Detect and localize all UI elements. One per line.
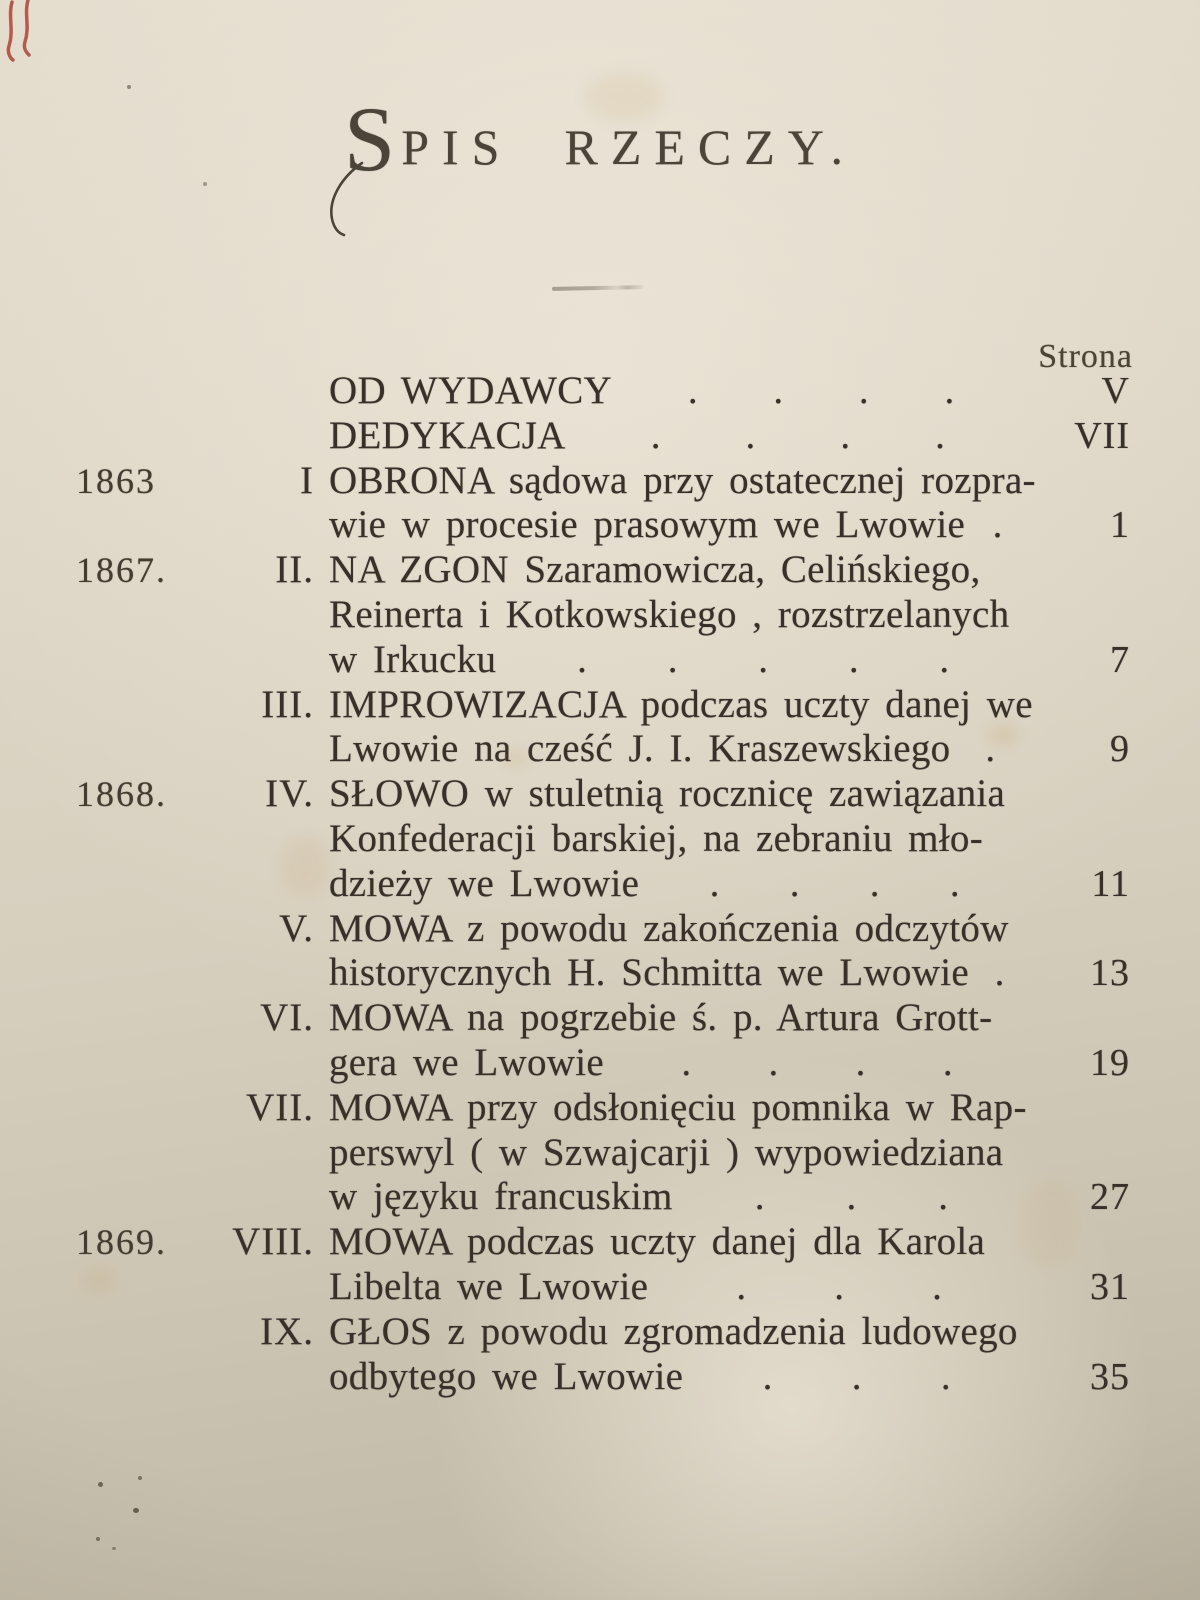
toc-row	[0, 1355, 1200, 1400]
leader-dot: .	[754, 1175, 765, 1219]
leader-dot: .	[577, 637, 587, 681]
leader-dot: .	[789, 861, 800, 905]
toc-row	[0, 1131, 1200, 1176]
leader-dot: .	[949, 861, 960, 905]
leader-dot: .	[848, 637, 859, 681]
toc-rows	[0, 369, 1200, 1399]
entry-text: Reinerta i Kotkowskiego , rozstrzelanych	[329, 592, 1010, 636]
toc-row	[0, 1041, 1200, 1086]
paper-stain	[280, 836, 330, 898]
leader-dot: .	[758, 637, 769, 681]
ink-speck	[138, 1476, 142, 1480]
entry-number: V.	[279, 906, 314, 950]
leader-dot: .	[773, 369, 784, 412]
leader-dot: .	[736, 1264, 747, 1308]
entry-page-number: VII	[1074, 414, 1130, 457]
leader-dot: .	[932, 1264, 942, 1308]
leader-dot: .	[834, 1264, 844, 1308]
page-column-header: Strona	[1038, 338, 1133, 375]
leader-dot: .	[650, 413, 661, 457]
leader-dot: .	[709, 861, 720, 905]
entry-year: 1863	[76, 460, 156, 501]
entry-number: II.	[275, 548, 314, 592]
ink-speck	[203, 182, 207, 186]
entry-text: OBRONA sądowa przy ostatecznej rozpra-	[329, 458, 1036, 502]
entry-text: IMPROWIZACJA podczas uczty danej we	[329, 682, 1033, 726]
paper-stain	[503, 748, 529, 768]
entry-number: VIII.	[232, 1220, 314, 1264]
leader-dot: .	[992, 503, 1003, 547]
entry-text: NA ZGON Szaramowicza, Celińskiego,	[329, 548, 981, 592]
entry-text: perswyl ( w Szwajcarji ) wypowiedziana	[329, 1130, 1004, 1174]
leader-dot: .	[994, 951, 1005, 995]
leader-dot: .	[846, 1175, 857, 1219]
leader-dot: .	[855, 1040, 866, 1084]
entry-text: gera we Lwowie	[329, 1040, 604, 1084]
dot-leader	[566, 414, 1030, 459]
leader-dot: .	[944, 369, 955, 412]
entry-number: III.	[261, 682, 314, 726]
paper-stain	[1020, 1180, 1080, 1270]
dot-leader	[673, 1175, 1030, 1220]
entry-page-number: 9	[1110, 728, 1130, 771]
toc-row	[0, 862, 1200, 907]
ink-speck	[127, 85, 131, 89]
toc-row	[0, 503, 1200, 548]
entry-year: 1868.	[76, 774, 167, 815]
toc-row	[0, 1310, 1200, 1355]
toc-row	[0, 772, 1200, 817]
entry-number: IV.	[265, 772, 314, 816]
entry-text: wie w procesie prasowym we Lwowie	[329, 503, 966, 547]
entry-page-number: 1	[1110, 504, 1130, 547]
leader-dot: .	[858, 369, 869, 412]
entry-year: 1869.	[76, 1222, 167, 1263]
entry-number: I	[300, 458, 314, 502]
toc-row	[0, 593, 1200, 638]
dot-leader	[965, 503, 1030, 548]
toc-row	[0, 369, 1200, 414]
dot-leader	[969, 951, 1030, 996]
title-initial-letter: S	[344, 88, 402, 190]
toc-row	[0, 683, 1200, 728]
leader-dot: .	[762, 1354, 773, 1398]
toc-row	[0, 951, 1200, 996]
entry-page-number: 27	[1090, 1176, 1130, 1219]
entry-text: GŁOS z powodu zgromadzenia ludowego	[329, 1309, 1018, 1353]
toc-row	[0, 907, 1200, 952]
entry-text: w języku francuskim	[329, 1175, 673, 1219]
entry-year: 1867.	[76, 550, 167, 591]
ink-speck	[98, 1482, 103, 1487]
entry-page-number: 11	[1091, 862, 1130, 905]
dot-leader	[604, 1041, 1030, 1086]
dot-leader	[683, 1355, 1030, 1400]
leader-dot: .	[687, 369, 698, 412]
entry-page-number: 31	[1090, 1265, 1130, 1308]
leader-dot: .	[985, 727, 996, 771]
dot-leader	[496, 638, 1030, 683]
entry-page-number: V	[1101, 370, 1130, 412]
entry-number: IX.	[260, 1309, 314, 1353]
entry-text: Libelta we Lwowie	[329, 1264, 649, 1308]
dot-leader	[639, 862, 1030, 907]
leader-dot: .	[939, 637, 950, 681]
toc-row	[0, 817, 1200, 862]
page-title	[0, 88, 1200, 190]
entry-text: OD WYDAWCY	[329, 369, 613, 412]
leader-dot: .	[851, 1354, 862, 1398]
entry-text: DEDYKACJA	[329, 413, 566, 457]
leader-dot: .	[840, 413, 851, 457]
leader-dot: .	[681, 1040, 692, 1084]
leader-dot: .	[869, 861, 880, 905]
entry-number: VI.	[260, 996, 314, 1040]
entry-page-number: 13	[1090, 952, 1130, 995]
entry-text: odbytego we Lwowie	[329, 1354, 684, 1398]
title-word2: RZECZY.	[564, 119, 856, 175]
red-pencil-marks-drawing	[4, 0, 44, 64]
ink-speck	[112, 1547, 116, 1550]
toc-row	[0, 414, 1200, 459]
entry-page-number: 7	[1110, 638, 1130, 681]
entry-text: Konfederacji barskiej, na zebraniu mło-	[329, 816, 984, 860]
entry-text: dzieży we Lwowie	[329, 861, 640, 905]
leader-dot: .	[938, 1175, 948, 1219]
entry-text: MOWA przy odsłonięciu pomnika w Rap-	[329, 1085, 1027, 1129]
entry-number: VII.	[246, 1085, 314, 1129]
ink-speck	[133, 1508, 139, 1513]
swash-tail-flourish	[322, 161, 366, 237]
leader-dot: .	[745, 413, 756, 457]
toc-row	[0, 996, 1200, 1041]
entry-text: MOWA z powodu zakończenia odczytów	[329, 906, 1009, 950]
paper-stain	[80, 1266, 116, 1294]
entry-text: historycznych H. Schmitta we Lwowie	[329, 951, 969, 995]
entry-page-number: 19	[1090, 1041, 1130, 1084]
leader-dot: .	[942, 1040, 953, 1084]
paper-stain	[585, 72, 665, 122]
dot-leader	[612, 369, 1030, 414]
leader-dot: .	[940, 1354, 951, 1398]
toc-row	[0, 1265, 1200, 1310]
red-pencil-marks	[4, 0, 44, 69]
toc-row	[0, 1086, 1200, 1131]
toc-row	[0, 727, 1200, 772]
paper-stain	[988, 724, 1018, 746]
entry-text: MOWA podczas uczty danej dla Karola	[329, 1220, 986, 1264]
leader-dot: .	[935, 413, 945, 457]
entry-text: SŁOWO w stuletnią rocznicę zawiązania	[329, 772, 1006, 816]
dot-leader	[648, 1265, 1030, 1310]
leader-dot: .	[768, 1040, 779, 1084]
entry-page-number: 35	[1090, 1355, 1130, 1398]
entry-text: Lwowie na cześć J. I. Kraszewskiego	[329, 727, 951, 771]
leader-dot: .	[667, 637, 678, 681]
toc-row	[0, 459, 1200, 504]
entry-text: MOWA na pogrzebie ś. p. Artura Grott-	[329, 996, 993, 1040]
title-word1: PIS	[401, 119, 513, 175]
title-divider-rule	[552, 285, 644, 291]
toc-row	[0, 548, 1200, 593]
entry-text: w Irkucku	[329, 637, 497, 681]
toc-row	[0, 638, 1200, 683]
ink-speck	[96, 1537, 100, 1541]
